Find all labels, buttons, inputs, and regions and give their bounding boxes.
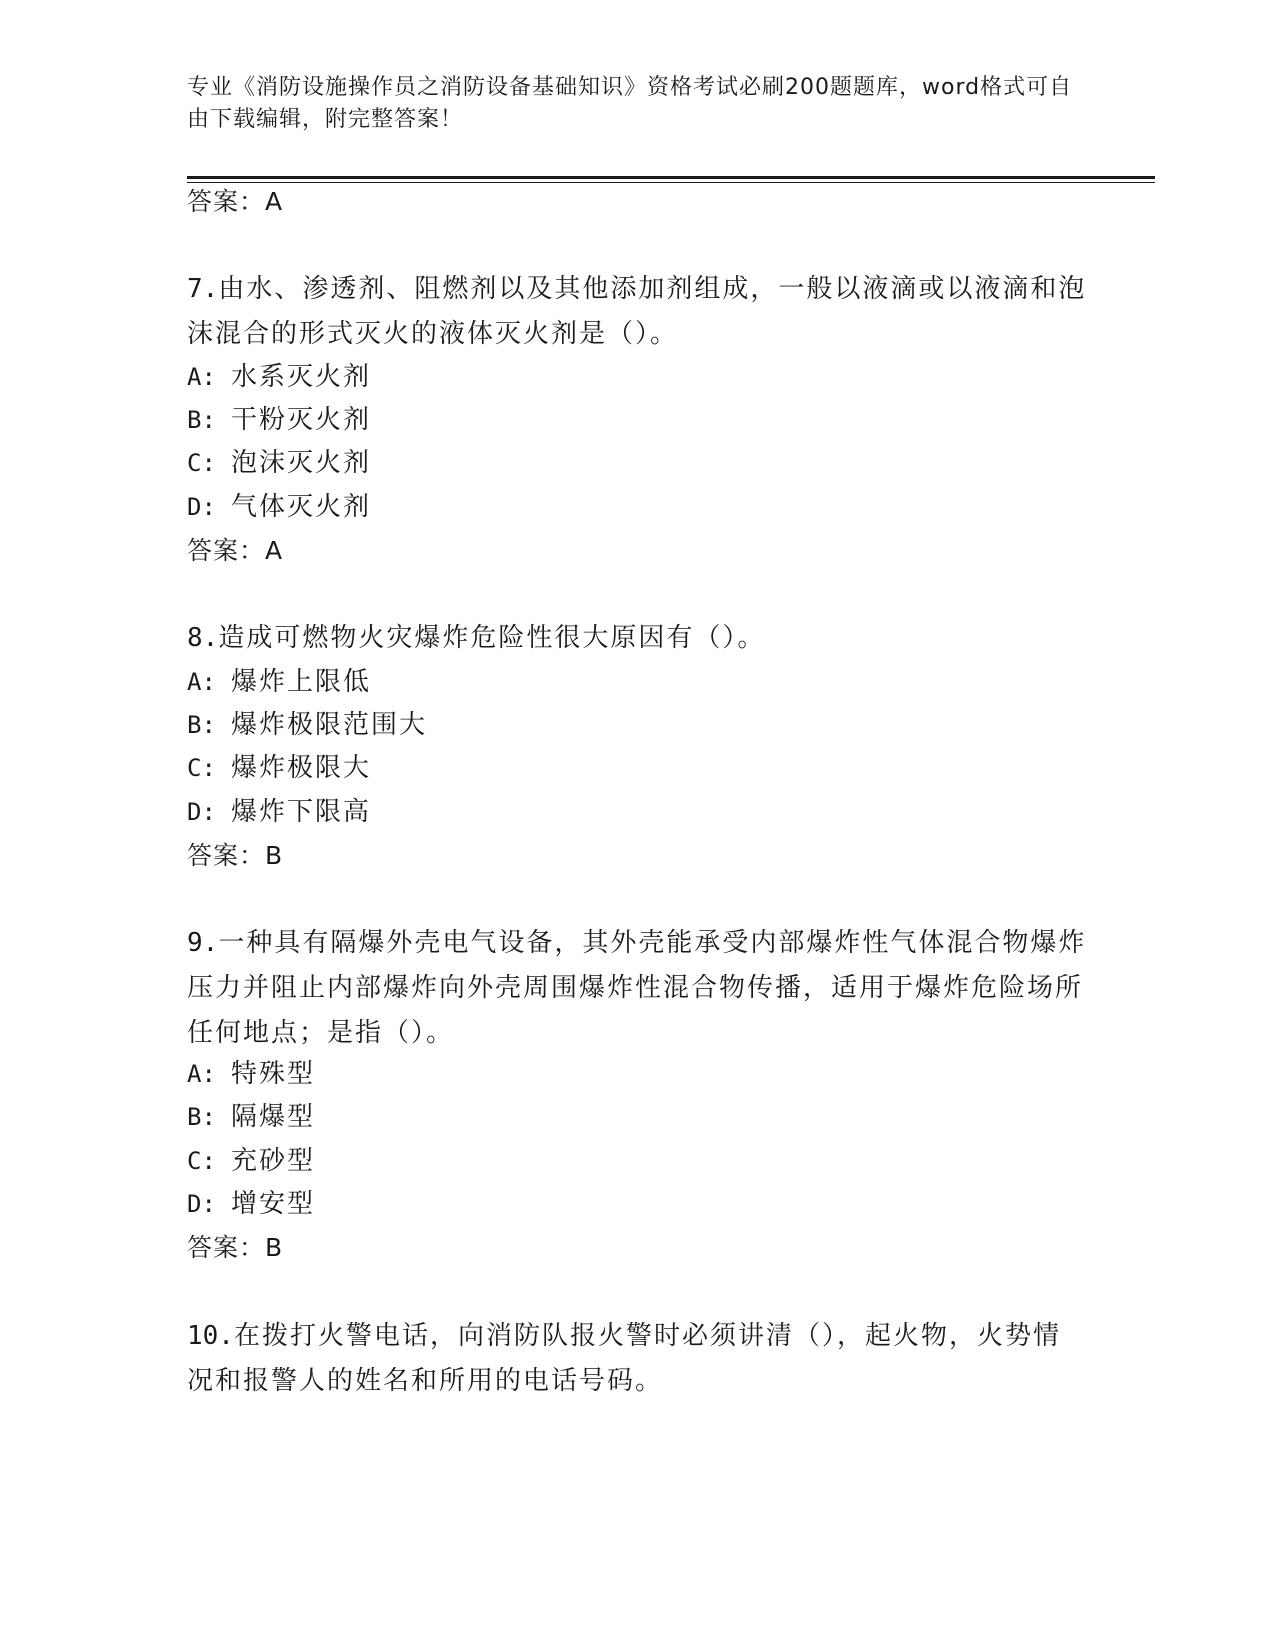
q9-option-c: C: 充砂型 [187,1146,316,1176]
question-text: 一种具有隔爆外壳电气设备，其外壳能承受内部爆炸性气体混合物爆炸压力并阻止内部爆炸向外壳周围爆炸性混合物传播，适用于爆炸危险场所任何地点；是指（）。 [187,928,1087,1048]
question-number: 7. [187,274,219,304]
q9-option-b: B: 隔爆型 [187,1102,316,1132]
question-text: 由水、渗透剂、阻燃剂以及其他添加剂组成，一般以液滴或以液滴和泡沫混合的形式灭火的液体灭火剂是（）。 [187,274,1087,349]
header-divider-thick [187,176,1155,179]
q8-option-c: C: 爆炸极限大 [187,753,372,783]
question-8 [187,616,1087,661]
q7-option-d: D: 气体灭火剂 [187,492,372,522]
q9-option-d: D: 增安型 [187,1189,316,1219]
q9-option-a: A: 特殊型 [187,1059,316,1089]
q9-answer: 答案：B [187,1233,284,1262]
q7-option-c: C: 泡沫灭火剂 [187,448,372,478]
question-9 [187,921,1087,1056]
question-number: 10. [187,1321,234,1351]
question-10 [187,1314,1087,1404]
q8-option-d: D: 爆炸下限高 [187,797,372,827]
question-number: 8. [187,623,219,653]
q7-option-b: B: 干粉灭火剂 [187,405,372,435]
answer-previous: 答案：A [187,187,284,216]
q7-answer: 答案：A [187,536,284,565]
question-text: 造成可燃物火灾爆炸危险性很大原因有（）。 [218,623,766,653]
question-7 [187,267,1087,357]
document-header: 专业《消防设施操作员之消防设备基础知识》资格考试必刷200题题库，word格式可自由下载编辑，附完整答案！ [187,75,1073,132]
q7-option-a: A: 水系灭火剂 [187,362,372,392]
header-divider-thin [187,182,1155,183]
q8-answer: 答案：B [187,841,284,870]
q8-option-b: B: 爆炸极限范围大 [187,710,428,740]
q8-option-a: A: 爆炸上限低 [187,667,372,697]
question-text: 在拨打火警电话，向消防队报火警时必须讲清（），起火物，火势情况和报警人的姓名和所用的电话号码。 [187,1321,1061,1396]
question-number: 9. [187,928,219,958]
